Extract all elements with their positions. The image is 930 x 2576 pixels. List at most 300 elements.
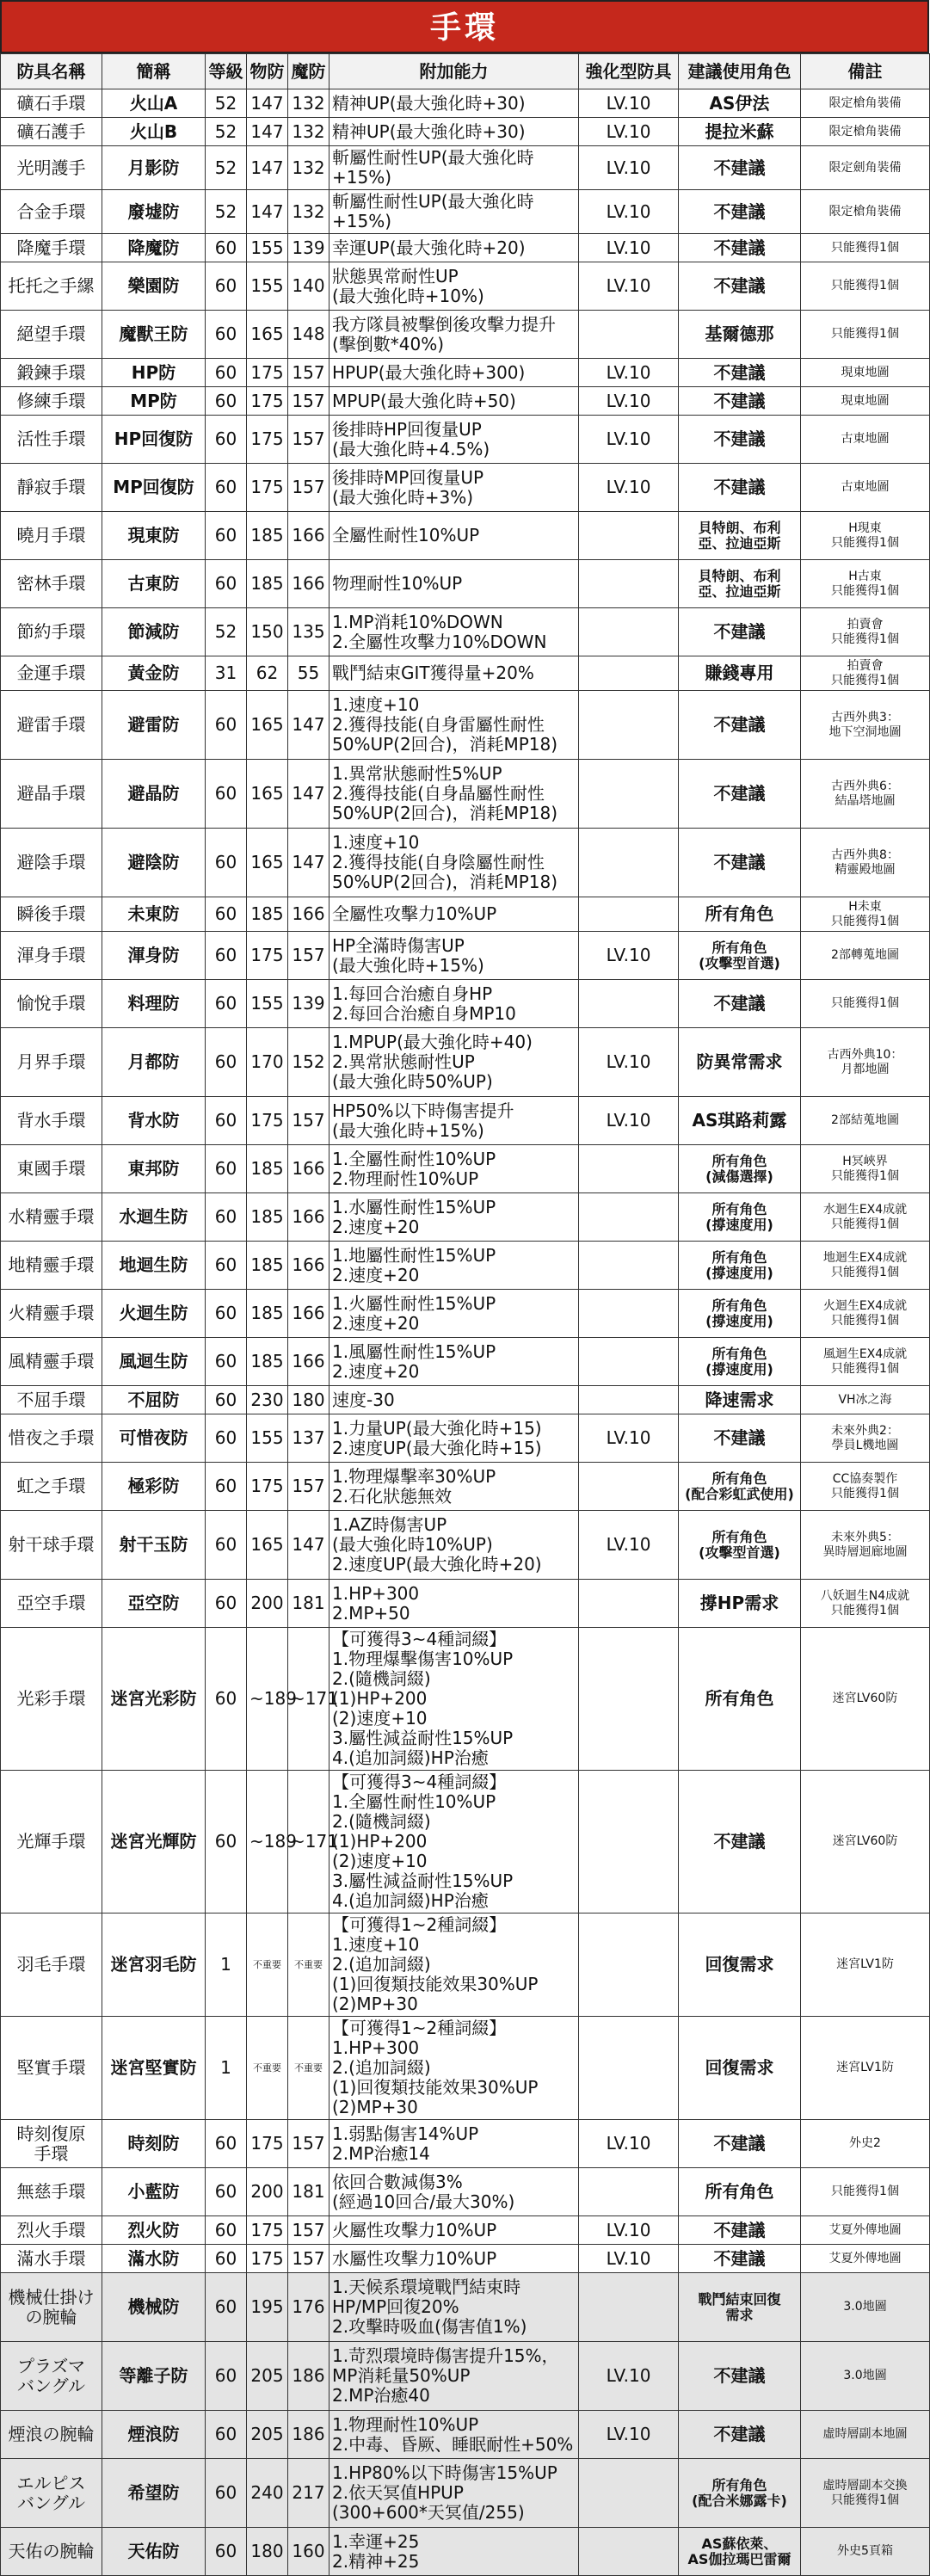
table-row [1,980,930,1028]
cell-mdef: 166 [288,512,330,560]
cell-role: 戰鬥結束回復 需求 [679,2273,801,2342]
cell-enhance [579,2528,679,2576]
cell-level: 60 [206,2168,247,2216]
table-row [1,359,930,387]
table-row [1,416,930,464]
table-row [1,190,930,234]
table-row [1,2411,930,2459]
cell-note: 火迴生EX4成就 只能獲得1個 [801,1290,930,1338]
cell-name: 節約手環 [1,608,102,656]
cell-level: 60 [206,1463,247,1511]
cell-abbr: 廢墟防 [102,190,206,234]
cell-abbr: 可惜夜防 [102,1414,206,1463]
cell-mdef: 166 [288,1193,330,1242]
col-header-name: 防具名稱 [1,54,102,89]
cell-level: 60 [206,760,247,829]
table-row [1,1511,930,1580]
cell-enhance [579,2017,679,2120]
cell-enhance [579,560,679,608]
cell-enhance [579,2459,679,2528]
cell-note: 八妖迴生N4成就 只能獲得1個 [801,1580,930,1628]
cell-note: CC協奏製作 只能獲得1個 [801,1463,930,1511]
cell-mdef: 166 [288,1338,330,1386]
cell-role: 所有角色 (減傷選擇) [679,1145,801,1193]
cell-pdef: 185 [247,1290,288,1338]
cell-mdef: 152 [288,1028,330,1097]
cell-mdef: 132 [288,190,330,234]
cell-note: 迷宮LV60防 [801,1771,930,1914]
cell-effect: 1.速度+10 2.獲得技能(自身雷屬性耐性 50%UP(2回合)，消耗MP18) [330,691,579,760]
cell-level: 60 [206,1580,247,1628]
cell-mdef: 147 [288,829,330,897]
cell-mdef: 148 [288,311,330,359]
cell-mdef: 157 [288,1097,330,1145]
cell-note: 艾夏外傳地圖 [801,2245,930,2273]
cell-pdef: 175 [247,932,288,980]
cell-name: 降魔手環 [1,234,102,262]
cell-note: 虛時層副本地圖 [801,2411,930,2459]
cell-pdef: 155 [247,262,288,311]
cell-enhance: LV.10 [579,118,679,146]
cell-abbr: 小藍防 [102,2168,206,2216]
cell-enhance [579,1193,679,1242]
cell-name: 羽毛手環 [1,1914,102,2017]
cell-pdef: 165 [247,829,288,897]
cell-pdef: 147 [247,89,288,118]
cell-abbr: 迷宮羽毛防 [102,1914,206,2017]
cell-enhance: LV.10 [579,1028,679,1097]
cell-mdef: 132 [288,146,330,190]
cell-enhance [579,1771,679,1914]
table-row [1,897,930,932]
cell-note: 古西外典3： 地下空洞地圖 [801,691,930,760]
cell-level: 60 [206,1193,247,1242]
cell-abbr: 月影防 [102,146,206,190]
cell-pdef: 175 [247,1463,288,1511]
cell-role: 不建議 [679,190,801,234]
cell-enhance [579,1386,679,1414]
cell-pdef: 185 [247,1145,288,1193]
cell-note: 2部結蒐地圖 [801,1097,930,1145]
cell-effect: 速度-30 [330,1386,579,1414]
cell-pdef: 185 [247,560,288,608]
cell-note: 拍賣會 只能獲得1個 [801,608,930,656]
cell-enhance: LV.10 [579,146,679,190]
cell-note: 拍賣會 只能獲得1個 [801,656,930,691]
cell-name: 風精靈手環 [1,1338,102,1386]
cell-level: 60 [206,2273,247,2342]
cell-level: 60 [206,1628,247,1771]
col-header-level: 等級 [206,54,247,89]
cell-role: 不建議 [679,2342,801,2411]
cell-effect: 1.天候系環境戰鬥結束時 HP/MP回復20% 2.攻擊時吸血(傷害值1%) [330,2273,579,2342]
cell-abbr: 月都防 [102,1028,206,1097]
cell-effect: 物理耐性10%UP [330,560,579,608]
cell-role: 基爾德那 [679,311,801,359]
cell-enhance [579,311,679,359]
cell-name: 亞空手環 [1,1580,102,1628]
cell-pdef: ~189 [247,1628,288,1771]
cell-effect: 火屬性攻擊力10%UP [330,2216,579,2245]
cell-level: 60 [206,1386,247,1414]
cell-note: 古西外典8： 精靈殿地圖 [801,829,930,897]
cell-mdef: 157 [288,2120,330,2168]
table-row [1,1414,930,1463]
table-row [1,1028,930,1097]
col-header-pdef: 物防 [247,54,288,89]
cell-abbr: 避陰防 [102,829,206,897]
cell-note: 古西外典6： 結晶塔地圖 [801,760,930,829]
cell-name: 機械仕掛け の腕輪 [1,2273,102,2342]
col-header-abbr: 簡稱 [102,54,206,89]
cell-role: 所有角色 [679,2168,801,2216]
cell-effect: 依回合數減傷3% (經過10回合/最大30%) [330,2168,579,2216]
cell-level: 60 [206,464,247,512]
cell-mdef: ~171 [288,1628,330,1771]
cell-enhance [579,980,679,1028]
cell-enhance [579,1290,679,1338]
table-row [1,89,930,118]
cell-note: 古東地圖 [801,416,930,464]
cell-note: VH冰之海 [801,1386,930,1414]
cell-role: 所有角色 (撐速度用) [679,1242,801,1290]
cell-enhance [579,2168,679,2216]
cell-level: 60 [206,1145,247,1193]
cell-effect: 1.地屬性耐性15%UP 2.速度+20 [330,1242,579,1290]
cell-role: 不建議 [679,1771,801,1914]
cell-enhance [579,1914,679,2017]
table-row [1,1771,930,1914]
table-row [1,2017,930,2120]
cell-mdef: 157 [288,2216,330,2245]
cell-abbr: 等離子防 [102,2342,206,2411]
cell-role: 貝特朗、布利 亞、拉迪亞斯 [679,512,801,560]
cell-name: 鍛鍊手環 [1,359,102,387]
cell-pdef: 155 [247,1414,288,1463]
cell-name: 礦石護手 [1,118,102,146]
cell-abbr: 射干玉防 [102,1511,206,1580]
cell-pdef: 180 [247,2528,288,2576]
table-row [1,1193,930,1242]
cell-role: 防異常需求 [679,1028,801,1097]
cell-pdef: 240 [247,2459,288,2528]
cell-effect: 1.火屬性耐性15%UP 2.速度+20 [330,1290,579,1338]
table-row [1,2245,930,2273]
cell-mdef: 157 [288,416,330,464]
cell-abbr: 東邦防 [102,1145,206,1193]
cell-level: 60 [206,560,247,608]
cell-role: AS琪路莉露 [679,1097,801,1145]
cell-mdef: 147 [288,1511,330,1580]
cell-mdef: 160 [288,2528,330,2576]
cell-mdef: 166 [288,1290,330,1338]
cell-enhance [579,1145,679,1193]
cell-note: 未來外典2： 學員L機地圖 [801,1414,930,1463]
cell-mdef: 186 [288,2411,330,2459]
cell-mdef: 139 [288,980,330,1028]
table-row [1,656,930,691]
cell-enhance [579,1628,679,1771]
table-row [1,262,930,311]
cell-pdef: 200 [247,2168,288,2216]
cell-enhance [579,2273,679,2342]
cell-abbr: 避雷防 [102,691,206,760]
cell-name: 金運手環 [1,656,102,691]
cell-mdef: 217 [288,2459,330,2528]
cell-note: H未東 只能獲得1個 [801,897,930,932]
cell-pdef: 205 [247,2411,288,2459]
cell-mdef: 139 [288,234,330,262]
cell-pdef: 175 [247,387,288,416]
cell-level: 60 [206,2459,247,2528]
cell-mdef: 137 [288,1414,330,1463]
cell-enhance: LV.10 [579,1097,679,1145]
cell-mdef: 166 [288,560,330,608]
cell-name: 水精靈手環 [1,1193,102,1242]
cell-enhance: LV.10 [579,190,679,234]
cell-level: 1 [206,2017,247,2120]
cell-effect: 精神UP(最大強化時+30) [330,118,579,146]
cell-abbr: 火山B [102,118,206,146]
cell-name: 天佑の腕輪 [1,2528,102,2576]
cell-note: 古西外典10： 月都地圖 [801,1028,930,1097]
cell-note: 限定槍角裝備 [801,190,930,234]
cell-note: 未來外典5： 異時層迴廊地圖 [801,1511,930,1580]
cell-note: H現東 只能獲得1個 [801,512,930,560]
cell-effect: 後排時HP回復量UP (最大強化時+4.5%) [330,416,579,464]
cell-name: 惜夜之手環 [1,1414,102,1463]
cell-name: 月界手環 [1,1028,102,1097]
cell-note: 風迴生EX4成就 只能獲得1個 [801,1338,930,1386]
cell-level: 52 [206,89,247,118]
cell-level: 31 [206,656,247,691]
cell-pdef: 175 [247,2216,288,2245]
cell-abbr: 迷宮光輝防 [102,1771,206,1914]
cell-role: 所有角色 [679,897,801,932]
cell-role: 撐HP需求 [679,1580,801,1628]
cell-pdef: 195 [247,2273,288,2342]
cell-pdef: 185 [247,1242,288,1290]
cell-note: 迷宮LV1防 [801,1914,930,2017]
cell-role: 不建議 [679,234,801,262]
cell-effect: 精神UP(最大強化時+30) [330,89,579,118]
cell-effect: MPUP(最大強化時+50) [330,387,579,416]
table-row [1,2273,930,2342]
cell-level: 60 [206,1511,247,1580]
table-row [1,560,930,608]
cell-enhance [579,1463,679,1511]
cell-mdef: 181 [288,2168,330,2216]
cell-abbr: 料理防 [102,980,206,1028]
cell-enhance: LV.10 [579,2411,679,2459]
table-row [1,1914,930,2017]
cell-role: AS蘇依萊、 AS伽拉瑪巴雷爾 [679,2528,801,2576]
cell-name: 避晶手環 [1,760,102,829]
cell-pdef: 147 [247,190,288,234]
cell-pdef: 165 [247,691,288,760]
cell-level: 60 [206,2342,247,2411]
cell-mdef: 147 [288,691,330,760]
cell-name: 愉悅手環 [1,980,102,1028]
cell-pdef: 200 [247,1580,288,1628]
cell-mdef: 157 [288,1463,330,1511]
cell-role: 所有角色 [679,1628,801,1771]
cell-abbr: 火山A [102,89,206,118]
cell-level: 60 [206,2528,247,2576]
cell-effect: 1.異常狀態耐性5%UP 2.獲得技能(自身晶屬性耐性 50%UP(2回合)，消耗MP18) [330,760,579,829]
cell-level: 60 [206,1097,247,1145]
cell-name: 東國手環 [1,1145,102,1193]
cell-pdef: 不重要 [247,1914,288,2017]
cell-level: 60 [206,980,247,1028]
cell-pdef: 185 [247,897,288,932]
cell-effect: 【可獲得3~4種詞綴】 1.物理爆擊傷害10%UP 2.(隨機詞綴) (1)HP+200 (2)速度+10 3.屬性減益耐性15%UP 4.(追加詞綴)HP治癒 [330,1628,579,1771]
cell-role: 不建議 [679,416,801,464]
cell-level: 60 [206,387,247,416]
cell-effect: 1.MP消耗10%DOWN 2.全屬性攻擊力10%DOWN [330,608,579,656]
cell-note: 只能獲得1個 [801,2168,930,2216]
cell-enhance [579,897,679,932]
cell-note: 虛時層副本交換 只能獲得1個 [801,2459,930,2528]
table-row [1,608,930,656]
page-title: 手環 [0,0,929,53]
cell-role: 不建議 [679,146,801,190]
cell-pdef: 165 [247,311,288,359]
cell-name: プラズマ バングル [1,2342,102,2411]
cell-effect: 戰鬥結束GIT獲得量+20% [330,656,579,691]
cell-abbr: 迷宮光彩防 [102,1628,206,1771]
cell-mdef: 157 [288,932,330,980]
cell-role: 回復需求 [679,1914,801,2017]
cell-pdef: 175 [247,359,288,387]
cell-name: 烈火手環 [1,2216,102,2245]
cell-name: 地精靈手環 [1,1242,102,1290]
cell-effect: 1.苛烈環境時傷害提升15%， MP消耗量50%UP 2.MP治癒40 [330,2342,579,2411]
cell-abbr: 煙浪防 [102,2411,206,2459]
cell-role: 所有角色 (攻擊型首選) [679,1511,801,1580]
cell-mdef: 181 [288,1580,330,1628]
cell-role: 賺錢專用 [679,656,801,691]
table-row [1,2342,930,2411]
cell-name: 合金手環 [1,190,102,234]
cell-enhance [579,1338,679,1386]
cell-effect: HP50%以下時傷害提升 (最大強化時+15%) [330,1097,579,1145]
cell-abbr: 機械防 [102,2273,206,2342]
cell-note: H古東 只能獲得1個 [801,560,930,608]
cell-role: 所有角色 (撐速度用) [679,1338,801,1386]
cell-enhance: LV.10 [579,387,679,416]
cell-level: 60 [206,1290,247,1338]
cell-name: 射干球手環 [1,1511,102,1580]
cell-mdef: 147 [288,760,330,829]
cell-role: 不建議 [679,760,801,829]
cell-pdef: 185 [247,1338,288,1386]
table-row [1,829,930,897]
cell-mdef: 157 [288,359,330,387]
table-row [1,311,930,359]
cell-abbr: 魔獸王防 [102,311,206,359]
table-row [1,1386,930,1414]
cell-role: 不建議 [679,1414,801,1463]
cell-effect: 1.AZ時傷害UP (最大強化時10%UP) 2.速度UP(最大強化時+20) [330,1511,579,1580]
cell-mdef: 157 [288,2245,330,2273]
cell-pdef: 175 [247,416,288,464]
table-row [1,387,930,416]
cell-name: 密林手環 [1,560,102,608]
cell-name: 避雷手環 [1,691,102,760]
cell-abbr: 希望防 [102,2459,206,2528]
cell-enhance [579,829,679,897]
cell-role: AS伊法 [679,89,801,118]
cell-name: 不屈手環 [1,1386,102,1414]
cell-pdef: 155 [247,234,288,262]
cell-note: 迷宮LV1防 [801,2017,930,2120]
cell-pdef: 230 [247,1386,288,1414]
cell-effect: 【可獲得1~2種詞綴】 1.速度+10 2.(追加詞綴) (1)回復類技能效果30%UP (2)MP+30 [330,1914,579,2017]
cell-mdef: 140 [288,262,330,311]
table-row [1,146,930,190]
cell-note: 限定劍角裝備 [801,146,930,190]
cell-mdef: 132 [288,89,330,118]
table-row [1,1242,930,1290]
cell-enhance [579,512,679,560]
cell-role: 所有角色 (配合彩虹武使用) [679,1463,801,1511]
cell-abbr: 風迴生防 [102,1338,206,1386]
cell-abbr: 烈火防 [102,2216,206,2245]
cell-role: 不建議 [679,359,801,387]
table-row [1,118,930,146]
cell-abbr: 避晶防 [102,760,206,829]
cell-pdef: 150 [247,608,288,656]
cell-enhance: LV.10 [579,2245,679,2273]
cell-name: 光明護手 [1,146,102,190]
cell-note: 只能獲得1個 [801,311,930,359]
cell-effect: 1.每回合治癒自身HP 2.每回合治癒自身MP10 [330,980,579,1028]
cell-effect: 1.速度+10 2.獲得技能(自身陰屬性耐性 50%UP(2回合)，消耗MP18) [330,829,579,897]
cell-role: 所有角色 (配合米娜露卡) [679,2459,801,2528]
cell-note: 只能獲得1個 [801,234,930,262]
cell-pdef: 175 [247,464,288,512]
cell-name: 瞬後手環 [1,897,102,932]
cell-abbr: 渾身防 [102,932,206,980]
cell-pdef: 不重要 [247,2017,288,2120]
cell-level: 60 [206,1242,247,1290]
table-row [1,2528,930,2576]
cell-note: 現東地圖 [801,359,930,387]
cell-pdef: 147 [247,146,288,190]
cell-level: 1 [206,1914,247,2017]
cell-mdef: 135 [288,608,330,656]
cell-effect: 我方隊員被擊倒後攻擊力提升 (擊倒數*40%) [330,311,579,359]
cell-mdef: 157 [288,387,330,416]
cell-name: 絕望手環 [1,311,102,359]
cell-mdef: 132 [288,118,330,146]
cell-mdef: 55 [288,656,330,691]
col-header-mdef: 魔防 [288,54,330,89]
cell-abbr: 現東防 [102,512,206,560]
table-row [1,1628,930,1771]
cell-name: 時刻復原 手環 [1,2120,102,2168]
cell-pdef: 175 [247,2245,288,2273]
cell-abbr: 時刻防 [102,2120,206,2168]
cell-note: 3.0地圖 [801,2273,930,2342]
cell-abbr: HP防 [102,359,206,387]
cell-name: 無慈手環 [1,2168,102,2216]
cell-effect: 1.HP+300 2.MP+50 [330,1580,579,1628]
cell-abbr: 滿水防 [102,2245,206,2273]
cell-role: 貝特朗、布利 亞、拉迪亞斯 [679,560,801,608]
cell-name: 堅實手環 [1,2017,102,2120]
